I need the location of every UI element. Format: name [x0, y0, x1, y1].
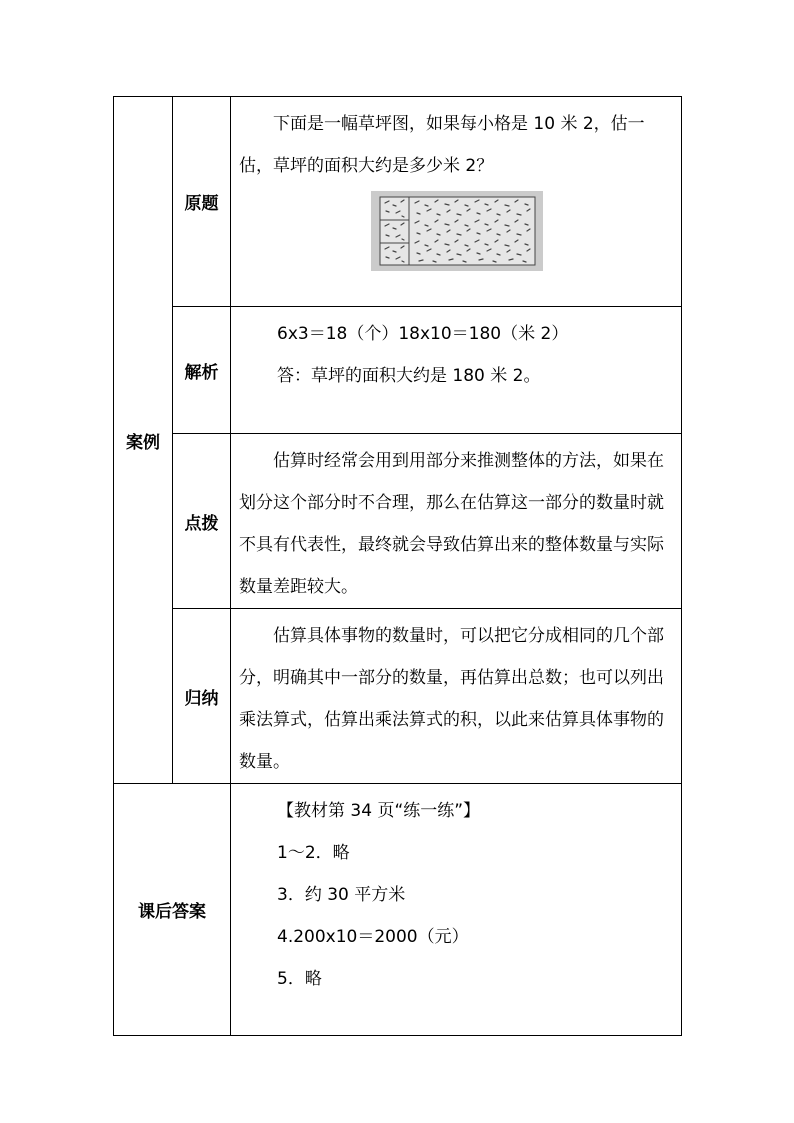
- answer-item-1: 1～2．略: [277, 843, 350, 863]
- lawn-figure-wrap: [239, 187, 675, 276]
- summary-label: 归纳: [173, 609, 231, 784]
- lawn-grid-image: [371, 191, 543, 271]
- answers-label: 课后答案: [114, 784, 231, 1036]
- lawn-grid-svg: [371, 191, 543, 271]
- summary-text: 估算具体事物的数量时，可以把它分成相同的几个部分，明确其中一部分的数量，再估算出总数；也可以列出乘法算式，估算出乘法算式的积，以此来估算具体事物的数量。: [239, 626, 664, 772]
- answer-item-2: 3．约 30 平方米: [277, 885, 406, 905]
- analysis-label: 解析: [173, 307, 231, 434]
- answers-heading: 【教材第 34 页“练一练”】: [277, 801, 481, 821]
- answer-item-4: 5．略: [277, 969, 322, 989]
- row-original: [114, 97, 682, 307]
- analysis-line-2: 答：草坪的面积大约是 180 米 2。: [277, 366, 541, 386]
- lesson-table: [113, 96, 682, 1036]
- analysis-content: [231, 307, 682, 434]
- analysis-line-1: 6x3＝18（个）18x10＝180（米 2）: [277, 324, 569, 344]
- answers-content: [231, 784, 682, 1036]
- tips-label: 点拨: [173, 434, 231, 609]
- summary-content: [231, 609, 682, 784]
- row-answers: [114, 784, 682, 1036]
- case-label: 案例: [114, 97, 173, 784]
- answer-item-3: 4.200x10＝2000（元）: [277, 927, 469, 947]
- row-analysis: [114, 307, 682, 434]
- tips-content: [231, 434, 682, 609]
- tips-text: 估算时经常会用到用部分来推测整体的方法，如果在划分这个部分时不合理，那么在估算这一部分的数量时就不具有代表性，最终就会导致估算出来的整体数量与实际数量差距较大。: [239, 451, 664, 597]
- row-tips: [114, 434, 682, 609]
- original-text: 下面是一幅草坪图，如果每小格是 10 米 2，估一估，草坪的面积大约是多少米 2？: [239, 114, 645, 176]
- original-content: [231, 97, 682, 307]
- row-summary: [114, 609, 682, 784]
- original-label: 原题: [173, 97, 231, 307]
